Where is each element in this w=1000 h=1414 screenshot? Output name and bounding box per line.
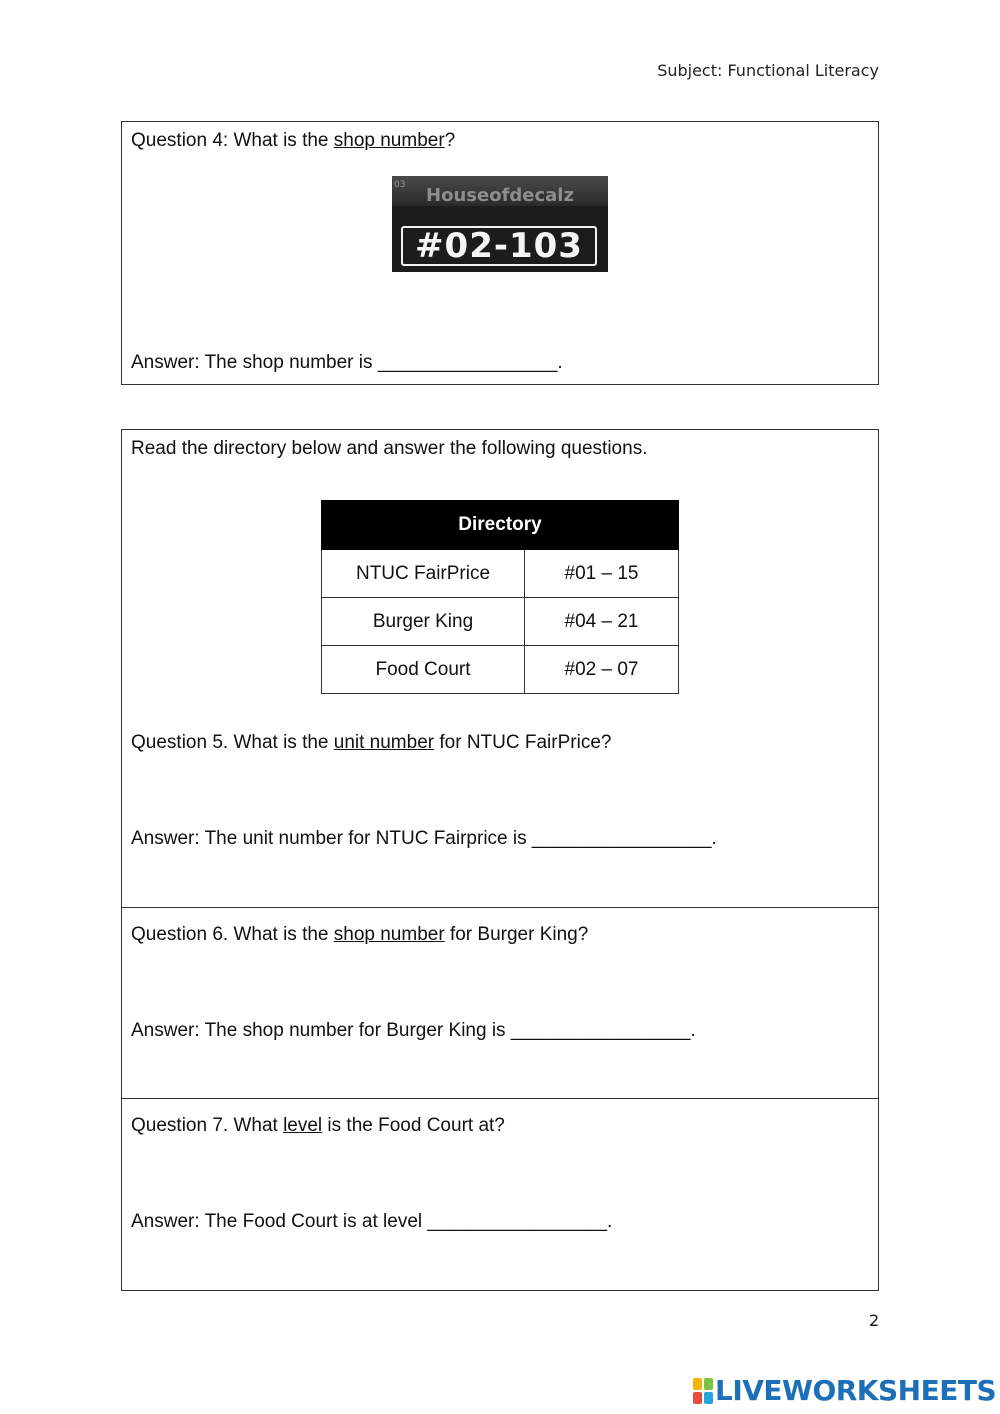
question-5-answer: Answer: The unit number for NTUC Fairprice is _________________.: [131, 828, 717, 849]
liveworksheets-logo-text: LIVEWORKSHEETS: [715, 1374, 997, 1407]
question-6-text: Question 6. What is the shop number for Burger King?: [131, 924, 589, 945]
question-5-text: Question 5. What is the unit number for NTUC FairPrice?: [131, 732, 612, 753]
question-7-answer: Answer: The Food Court is at level _________________.: [131, 1211, 613, 1232]
page-number: 2: [869, 1311, 880, 1330]
divider: [122, 1098, 878, 1099]
directory-unit-number: #01 – 15: [525, 550, 679, 598]
directory-shop-name: Food Court: [322, 646, 525, 694]
directory-unit-number: #04 – 21: [525, 598, 679, 646]
directory-shop-name: NTUC FairPrice: [322, 550, 525, 598]
section-intro: Read the directory below and answer the following questions.: [131, 438, 648, 459]
directory-title: Directory: [322, 501, 679, 550]
directory-questions-box: [121, 429, 879, 1291]
subject-header: Subject: Functional Literacy: [657, 61, 879, 80]
table-row: [322, 598, 679, 646]
sign-plate-text: #02-103: [415, 226, 583, 266]
directory-shop-name: Burger King: [322, 598, 525, 646]
shop-number-sign-image: [392, 176, 608, 272]
sign-plate: [401, 226, 597, 266]
table-row: [322, 646, 679, 694]
liveworksheets-logo-icon: [693, 1378, 713, 1404]
divider: [122, 907, 878, 908]
table-row: [322, 550, 679, 598]
liveworksheets-logo[interactable]: [693, 1374, 996, 1407]
question-6-keyword: shop number: [333, 924, 445, 945]
sign-corner-tag: 03: [394, 180, 406, 190]
question-4-answer: Answer: The shop number is _________________.: [131, 352, 563, 373]
question-6-answer: Answer: The shop number for Burger King is _________________.: [131, 1020, 696, 1041]
directory-table: [321, 500, 679, 694]
directory-unit-number: #02 – 07: [525, 646, 679, 694]
question-7-keyword: level: [283, 1115, 323, 1136]
question-5-keyword: unit number: [333, 732, 435, 753]
sign-watermark: Houseofdecalz: [426, 185, 574, 206]
question-4-keyword: shop number: [333, 130, 445, 151]
question-4-box: [121, 121, 879, 385]
question-4-text: Question 4: What is the shop number?: [131, 130, 456, 151]
question-7-text: Question 7. What level is the Food Court at?: [131, 1115, 505, 1136]
